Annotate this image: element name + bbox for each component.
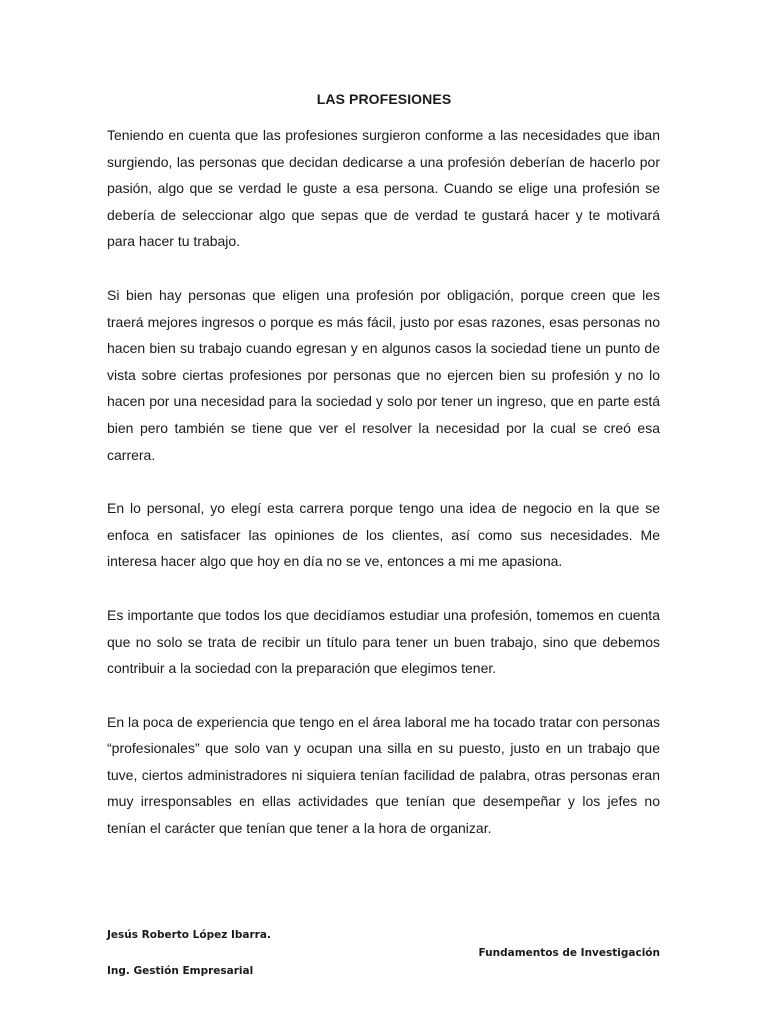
document-body xyxy=(107,122,660,869)
author-name: Jesús Roberto López Ibarra. xyxy=(107,929,271,941)
paragraph-4: Es importante que todos los que decidíamos estudiar una profesión, tomemos en cuenta que no solo se trata de recibir un título para tener un buen trabajo, sino que debemos contribuir a la sociedad con la preparación que elegimos tener. xyxy=(107,606,660,677)
paragraph-3: En lo personal, yo elegí esta carrera porque tengo una idea de negocio en la que se enfoca en satisfacer las opiniones de los clientes, así como sus necesidades. Me interesa hacer algo que hoy en día no se ve, entonces a mi me apasiona. xyxy=(107,500,660,570)
paragraph-1: Teniendo en cuenta que las profesiones surgieron conforme a las necesidades que iban surgiendo, las personas que decidan dedicarse a una profesión deberían de hacerlo por pasión, algo que se verdad le guste a esa persona. Cuando se elige una profesión se debería de seleccionar algo que sepas que de verdad te gustará hacer y te motivará para hacer tu trabajo. xyxy=(107,127,660,250)
document-title: LAS PROFESIONES xyxy=(316,91,452,107)
footer-author-block xyxy=(107,927,271,999)
paragraph-2: Si bien hay personas que eligen una profesión por obligación, porque creen que les traerá mejores ingresos o porque es más fácil, justo por esas razones, esas personas no hacen bien su trabajo cuando egresan y en algunos casos la sociedad tiene un punto de vista sobre ciertas profesiones por personas que no ejercen bien su profesión y no lo hacen por una necesidad para la sociedad y solo por tener un ingreso, que en parte está bien pero también se tiene que ver el resolver la necesidad por la cual se creó esa carrera. xyxy=(107,286,660,463)
program-name: Ing. Gestión Empresarial xyxy=(107,965,254,977)
paragraph-5: En la poca de experiencia que tengo en el área laboral me ha tocado tratar con personas “profesionales” que solo van y ocupan una silla en su puesto, justo en un trabajo que tuve, ciertos administradores ni siquiera tenían facilidad de palabra, otras personas eran muy irresponsables en ellas actividades que tenían que desempeñar y los jefes no tenían el carácter que tenían que tener a la hora de organizar. xyxy=(107,713,660,837)
course-name: Fundamentos de Investigación xyxy=(478,947,660,959)
